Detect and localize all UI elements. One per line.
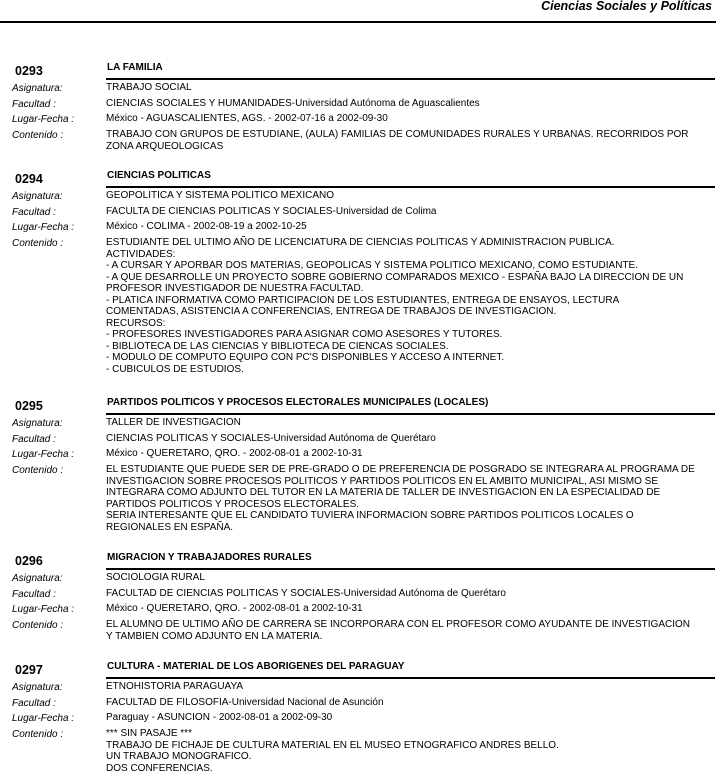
title-rule bbox=[106, 78, 715, 80]
asignatura-value: GEOPOLITICA Y SISTEMA POLITICO MEXICANO bbox=[106, 190, 335, 201]
facultad-value: CIENCIAS SOCIALES Y HUMANIDADES-Universidad Autónoma de Aguascalientes bbox=[106, 98, 480, 109]
field-contenido bbox=[0, 129, 716, 152]
title-rule bbox=[106, 677, 715, 679]
asignatura-label: Asignatura: bbox=[12, 573, 63, 584]
asignatura-value: TALLER DE INVESTIGACION bbox=[106, 417, 241, 428]
asignatura-value: TRABAJO SOCIAL bbox=[106, 82, 192, 93]
entry-title: MIGRACION Y TRABAJADORES RURALES bbox=[107, 552, 312, 563]
lugar-fecha-value: México - AGUASCALIENTES, AGS. - 2002-07-16 a 2002-09-30 bbox=[106, 113, 388, 124]
lugar-fecha-value: Paraguay - ASUNCION - 2002-08-01 a 2002-09-30 bbox=[106, 712, 333, 723]
field-contenido bbox=[0, 728, 716, 774]
entry-0297 bbox=[0, 660, 716, 780]
asignatura-label: Asignatura: bbox=[12, 191, 63, 202]
facultad-value: FACULTAD DE CIENCIAS POLITICAS Y SOCIALES-Universidad Autónoma de Querétaro bbox=[106, 588, 506, 599]
contenido-label: Contenido : bbox=[12, 465, 64, 476]
entry-title: CIENCIAS POLITICAS bbox=[107, 170, 211, 181]
header-rule bbox=[0, 21, 716, 23]
entry-title: LA FAMILIA bbox=[107, 62, 163, 73]
lugar-fecha-label: Lugar-Fecha : bbox=[12, 713, 75, 724]
entry-number: 0294 bbox=[15, 172, 43, 186]
entry-list bbox=[0, 61, 716, 780]
entry-0295 bbox=[0, 396, 716, 551]
page-header bbox=[0, 0, 716, 24]
field-facultad bbox=[0, 433, 716, 448]
field-lugar-fecha bbox=[0, 603, 716, 619]
facultad-value: FACULTA DE CIENCIAS POLITICAS Y SOCIALES-Universidad de Colima bbox=[106, 206, 437, 217]
entry-title: PARTIDOS POLITICOS Y PROCESOS ELECTORALES MUNICIPALES (LOCALES) bbox=[107, 397, 489, 408]
facultad-value: FACULTAD DE FILOSOFIA-Universidad Nacional de Asunción bbox=[106, 697, 384, 708]
facultad-label: Facultad : bbox=[12, 698, 56, 709]
field-asignatura bbox=[0, 572, 716, 588]
contenido-value: EL ESTUDIANTE QUE PUEDE SER DE PRE-GRADO O DE PREFERENCIA DE POSGRADO SE INTEGRARA AL PROGRAMA DE INVESTIGACION SOBRE PROCESOS POLITICOS Y PARTIDOS POLITICOS EN EL AMBITO MUNICIPAL, ASI MISMO SE INTEGRARA COMO ADJUNTO DEL TUTOR EN LA MATERIA DE TALLER DE INVESTIGACION EN LA ESPECIALIDAD DE PARTIDOS POLITICOS Y PROCESOS ELECTORALES. SERIA INTERESANTE QUE EL CANDIDATO TUVIERA INFORMACION SOBRE PARTIDOS POLITICOS LOCALES O REGIONALES EN ESPAÑA. bbox=[106, 464, 695, 533]
facultad-label: Facultad : bbox=[12, 589, 56, 600]
field-asignatura bbox=[0, 681, 716, 697]
field-lugar-fecha bbox=[0, 448, 716, 464]
field-facultad bbox=[0, 588, 716, 603]
field-facultad bbox=[0, 697, 716, 712]
entry-0296 bbox=[0, 551, 716, 660]
lugar-fecha-label: Lugar-Fecha : bbox=[12, 222, 75, 233]
entry-number: 0297 bbox=[15, 663, 43, 677]
asignatura-value: ETNOHISTORIA PARAGUAYA bbox=[106, 681, 244, 692]
asignatura-label: Asignatura: bbox=[12, 682, 63, 693]
field-contenido bbox=[0, 237, 716, 375]
facultad-label: Facultad : bbox=[12, 99, 56, 110]
field-lugar-fecha bbox=[0, 712, 716, 728]
contenido-label: Contenido : bbox=[12, 620, 64, 631]
entry-number: 0293 bbox=[15, 64, 43, 78]
title-rule bbox=[106, 413, 715, 415]
entry-title: CULTURA - MATERIAL DE LOS ABORIGENES DEL PARAGUAY bbox=[107, 661, 405, 672]
field-lugar-fecha bbox=[0, 221, 716, 237]
lugar-fecha-value: México - COLIMA - 2002-08-19 a 2002-10-25 bbox=[106, 221, 307, 232]
contenido-value: *** SIN PASAJE *** TRABAJO DE FICHAJE DE CULTURA MATERIAL EN EL MUSEO ETNOGRAFICO ANDRES BELLO. UN TRABAJO MONOGRAFICO. DOS CONFERENCIAS. bbox=[106, 728, 559, 774]
contenido-value: EL ALUMNO DE ULTIMO AÑO DE CARRERA SE INCORPORARA CON EL PROFESOR COMO AYUDANTE DE INVESTIGACION Y TAMBIEN COMO ADJUNTO EN LA MATERIA. bbox=[106, 619, 690, 642]
field-lugar-fecha bbox=[0, 113, 716, 129]
title-rule bbox=[106, 186, 715, 188]
contenido-label: Contenido : bbox=[12, 238, 64, 249]
facultad-value: CIENCIAS POLITICAS Y SOCIALES-Universidad Autónoma de Querétaro bbox=[106, 433, 436, 444]
lugar-fecha-label: Lugar-Fecha : bbox=[12, 604, 75, 615]
field-asignatura bbox=[0, 190, 716, 206]
entry-number: 0295 bbox=[15, 399, 43, 413]
asignatura-label: Asignatura: bbox=[12, 83, 63, 94]
asignatura-value: SOCIOLOGIA RURAL bbox=[106, 572, 205, 583]
lugar-fecha-label: Lugar-Fecha : bbox=[12, 114, 75, 125]
lugar-fecha-value: México - QUERETARO, QRO. - 2002-08-01 a 2002-10-31 bbox=[106, 603, 363, 614]
entry-0294 bbox=[0, 169, 716, 396]
lugar-fecha-label: Lugar-Fecha : bbox=[12, 449, 75, 460]
field-asignatura bbox=[0, 82, 716, 98]
lugar-fecha-value: México - QUERETARO, QRO. - 2002-08-01 a 2002-10-31 bbox=[106, 448, 363, 459]
contenido-value: ESTUDIANTE DEL ULTIMO AÑO DE LICENCIATURA DE CIENCIAS POLITICAS Y ADMINISTRACION PUBLICA. ACTIVIDADES: - A CURSAR Y APORBAR DOS MATERIAS, GEOPOLICAS Y SISTEMA POLITICO MEXICANO, COMO ESTUDIANTE. - A QUE DESARROLLE UN PROYECTO SOBRE GOBIERNO COMPARADOS MEXICO - ESPAÑA BAJO LA DIRECCION DE UN PROFESOR INVESTIGADOR DE NUESTRA FACULTAD. - PLATICA INFORMATIVA COMO PARTICIPACION DE LOS ESTUDIANTES, ENTREGA DE ENSAYOS, LECTURA COMENTADAS, ASISTENCIA A CONFERENCIAS, ENTREGA DE TRABAJOS DE INVESTIGACION. RECURSOS: - PROFESORES INVESTIGADORES PARA ASIGNAR COMO ASESORES Y TUTORES. - BIBLIOTECA DE LAS CIENCIAS Y BIBLIOTECA DE CIENCAS SOCIALES. - MODULO DE COMPUTO EQUIPO CON PC'S DISPONIBLES Y ACCESO A INTERNET. - CUBICULOS DE ESTUDIOS. bbox=[106, 237, 684, 375]
field-facultad bbox=[0, 98, 716, 113]
page-title: Ciencias Sociales y Políticas bbox=[541, 0, 712, 13]
field-contenido bbox=[0, 619, 716, 642]
field-asignatura bbox=[0, 417, 716, 433]
asignatura-label: Asignatura: bbox=[12, 418, 63, 429]
title-rule bbox=[106, 568, 715, 570]
facultad-label: Facultad : bbox=[12, 434, 56, 445]
field-contenido bbox=[0, 464, 716, 533]
contenido-value: TRABAJO CON GRUPOS DE ESTUDIANE, (AULA) FAMILIAS DE COMUNIDADES RURALES Y URBANAS. RECORRIDOS POR ZONA ARQUEOLOGICAS bbox=[106, 129, 689, 152]
contenido-label: Contenido : bbox=[12, 130, 64, 141]
entry-number: 0296 bbox=[15, 554, 43, 568]
entry-0293 bbox=[0, 61, 716, 169]
field-facultad bbox=[0, 206, 716, 221]
facultad-label: Facultad : bbox=[12, 207, 56, 218]
contenido-label: Contenido : bbox=[12, 729, 64, 740]
